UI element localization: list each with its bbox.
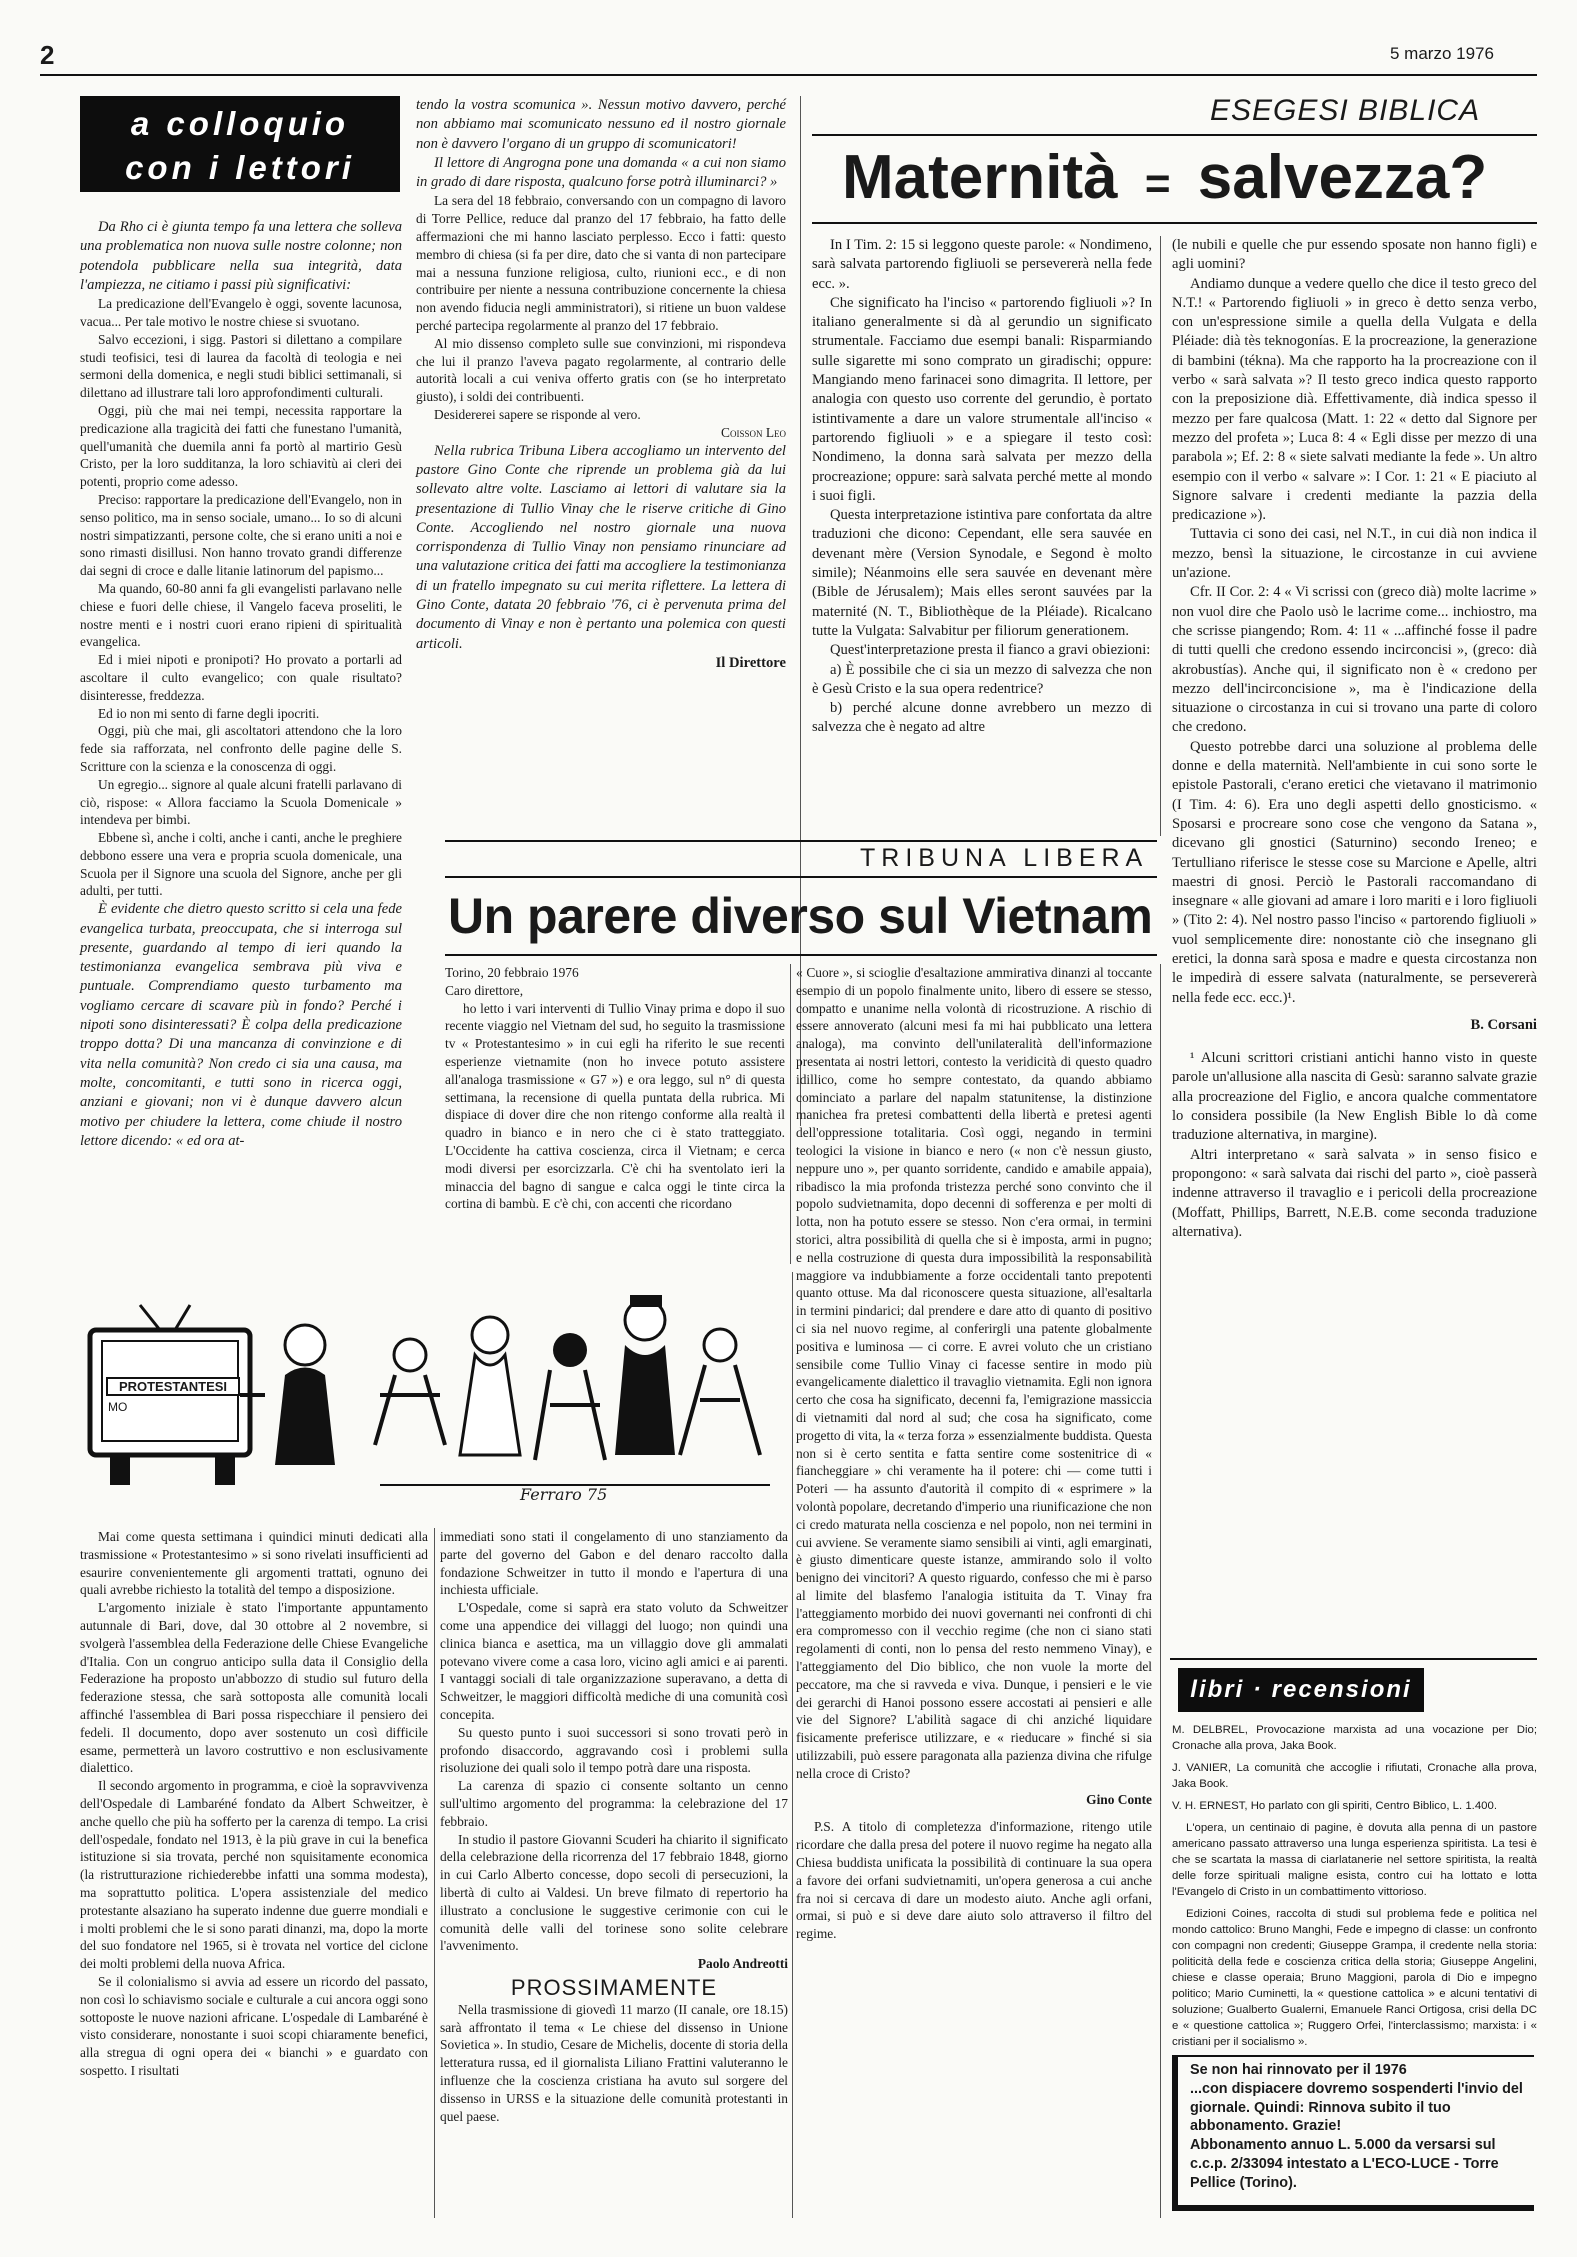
prossimamente-text: Nella trasmissione di giovedì 11 marzo (II canale, ore 18.15) sarà affrontato il tema « Le chiese del dissenso in Unione Sovietica ». In studio, Cesare de Michelis, docente di storia della letteratura russa, ed il giornalista Liliano Frattini valuteranno le influenze che la coscienza cristiana ha avuto sul sorgere del dissenso in URSS e la situazione delle comunità protestanti in quel paese. — [440, 2001, 788, 2124]
cartoon-illustration — [80, 1275, 790, 1515]
libri-top-rule — [1170, 1658, 1537, 1660]
colloquio-title-box — [80, 96, 400, 192]
page-date: 5 marzo 1976 — [1390, 44, 1494, 63]
esegesi-footnote2: Altri interpretano « sarà salvata » in senso fisico e propongono: « sarà salvata dai rischi del parto », cioè passerà indenne attraverso il travaglio e i pericoli della procreazione (Moffatt, Phillips, Barrett, N.E.B. come seconda traduzione alternativa). — [1172, 1146, 1537, 1240]
colloquio-p1: La predicazione dell'Evangelo è oggi, sovente lacunosa, vacua... Per tale motivo le nostre chiese si svuotano. — [80, 296, 402, 329]
tribuna-title: Un parere diverso sul Vietnam — [448, 888, 1153, 944]
colloquio-p6: Ed i miei nipoti e pronipoti? Ho provato a portarli ad ascoltare il culto evangelico; con quale risultato? disinteresse, freddezza. — [80, 652, 402, 703]
colloquio-p4: Preciso: rapportare la predicazione dell'Evangelo, non in senso politico, ma in senso sociale, umano... Io so di alcuni nostri simpatizzanti, persone colte, che si erano uniti a noi e sono rimasti disillusi. Non hanno trovato grandi differenze dai segni di croce e dalle litanie latinorum del papismo... — [80, 491, 402, 579]
libri-header: libri · recensioni — [1178, 1668, 1424, 1712]
abbonamento-line1: Se non hai rinnovato per il 1976 — [1190, 2062, 1407, 2078]
cartoon-author: Ferraro 75 — [520, 1485, 608, 1504]
colloquio-title-line2: con i lettori — [125, 149, 355, 186]
colloquio-c2p6: Nella rubrica Tribuna Libera accogliamo un intervento del pastore Gino Conte che riprende un problema già da lui sollevato altre volte. Lasciamo ai lettori di valutare sia la presentazione di Tullio Vinay che le riserve critiche di Gino Conte. Accogliendo nel nostro giornale una nuova corrispondenza di Tullio Vinay non pensiamo rinunciare ad una valutazione critica dei fatti ma accogliere la testimonianza di un fratello impegnato su cui merita riflettere. La lettera di Gino Conte, datata 20 febbraio '76, ci è pervenuta prima del documento di Vinay e non è pertanto una polemica con questi articoli. — [416, 442, 786, 652]
colloquio-p8: Oggi, più che mai, gli ascoltatori attendono che la loro fede sia rafforzata, nel confronto delle pagine delle S. Scritture con la scienza e la conoscenza di oggi. — [80, 723, 402, 774]
colloquio-p5: Ma quando, 60-80 anni fa gli evangelisti parlavano nelle chiese e fuori delle chiese, il Vangelo faceva proseliti, le nostre menti e i nostri cuori erano ripieni di spiritualità evangelica. — [80, 580, 402, 650]
colloquio-c2p2: Il lettore di Angrogna pone una domanda « a cui non siamo in grado di dare risposta, qualcuno forse potrà illuminarci? » — [416, 154, 786, 191]
tribuna-col1 — [445, 964, 785, 1264]
protestantesimo-col2 — [440, 1528, 788, 2218]
colloquio-p3: Oggi, più che mai nei tempi, necessita rapportare la predicazione alla tragicità dei fatti che funestano l'umanità, quell'umanità che duemila anni fa portò al martirio Gesù Cristo, per la loro sudditanza, la loro schiavitù ai cleri dei potenti, proprio come adesso. — [80, 402, 402, 490]
libri-p2: Edizioni Coines, raccolta di studi sul problema fede e politica nel mondo cattolico: Bruno Manghi, Fede e impegno di classe: un confronto con compagni non credenti; Giuseppe Grampa, il credente nella storia: politicità della fede e coscienza critica della storia; Giuseppe Angelini, chiese e classe operaia; Bruno Maggioni, parola di Dio e impegno politico; Mario Cuminetti, la « questione cattolica » e alcuni tentativi di soluzione; Gualberto Gualerni, Emanuele Ranci Ortigosa, crisi della DC e « questione cattolica »; Ruggero Orfei, l'interclassismo; marxista: i « cristiani per il socialismo ». — [1172, 1908, 1537, 2048]
column-divider — [790, 964, 791, 1264]
colloquio-p11: È evidente che dietro questo scritto si cela una fede evangelica turbata, preoccupata, che si interroga sul presente, guardando al tempo di ieri quando la testimonianza evangelica sembrava più viva e puntuale. Comprendiamo questo turbamento ma vogliamo cercare di scavare più in fondo? Perché i nipoti sono disinteressati? È colpa della predicazione troppo dotta? Di una mancanza di convinzione e di vita nella comunità? Non credo ci sia una causa, ma molte, concomitanti, e tutti sono in ricerca oggi, anziani e giovani; non vi è dunque davvero alcun motivo per chiudere la lettera, come chiude il nostro lettore dicendo: « ed ora at- — [80, 901, 402, 1149]
tribuna-title-rule — [445, 954, 1157, 956]
prossimamente-heading: PROSSIMAMENTE — [510, 1974, 718, 2000]
protestantesimo-signature: Paolo Andreotti — [697, 1956, 788, 1972]
esegesi-footnote1: ¹ Alcuni scrittori cristiani antichi hanno visto in queste parole un'allusione alla nascita di Gesù: saranno salvate grazie alla procreazione del Figlio, e ancora qualche commentatore lo considera possibile (la New English Bible lo dà come traduzione alternativa, in margine). — [1172, 1050, 1537, 1144]
libri-list — [1172, 1722, 1537, 2052]
libri-item: V. H. ERNEST, Ho parlato con gli spiriti, Centro Biblico, L. 1.400. — [1172, 1800, 1497, 1812]
tribuna-salutation: Caro direttore, — [445, 982, 524, 998]
colloquio-p9: Un egregio... signore al quale alcuni fratelli parlavano di ciò, rispose: « Allora facciamo la Scuola Domenicale » intendeva per bimbi. — [80, 776, 402, 828]
libri-item: J. VANIER, La comunità che accoglie i rifiutati, Cronache alla prova, Jaka Book. — [1172, 1762, 1537, 1790]
tribuna-kicker-rule — [445, 876, 1157, 878]
colloquio-title-line1: a colloquio — [130, 105, 350, 142]
protestantesimo-c1p3: Il secondo argomento in programma, e cioè la sopravvivenza dell'Ospedale di Lambaréné fondato da Albert Schweitzer, è anche quello che più ha sofferto per la carenza di tempo. La crisi dell'ospedale, fondato nel 1913, è la più grave in cui la benefica istituzione si sia trovata, perché non squisitamente economica (la ristrutturazione richiederebbe infatti una somma modesta), ma soprattutto politica. L'opera assistenziale del medico protestante alsaziano ha superato indenne due guerre mondiali e i molti problemi che le si sono parati dinanzi, ma, dopo la morte del suo fondatore nel 1965, si è trovata nel vortice del ciclone dei molti problemi della nuova Africa. — [80, 1778, 428, 1972]
column-divider — [1160, 236, 1161, 836]
esegesi-kicker: ESEGESI BIBLICA — [1210, 94, 1481, 127]
esegesi-title-eq: = — [1144, 159, 1171, 208]
esegesi-c1p5: a) È possibile che ci sia un mezzo di salvezza che non è Gesù Cristo e la sua opera redentrice? — [812, 661, 1152, 697]
page-number: 2 — [40, 40, 55, 70]
libri-p1: L'opera, un centinaio di pagine, è dovuta alla penna di un pastore americano passato attraverso una lunga esperienza spiritista. La tesi è che se scartata la massa di ciarlatanerie nel settore spiritista, la realtà delle forze spirituali maligne esista, contro cui ha lottato e lotta l'Evangelo di Cristo in un combattimento vittorioso. — [1172, 1822, 1537, 1898]
esegesi-c2p4: Cfr. II Cor. 2: 4 « Vi scrissi con (greco dià) molte lacrime » non vuol dire che Paolo usò le lacrime come... inchiostro, ma che scrisse piangendo; Rom. 4: 11 « ...affinché fosse il padre di tutti quelli che credono essendo incirconcisi », (greco: dià akrobustías). Anche qui, il significato non è « credono per mezzo dell'incirconcisione », ma è l'indicazione della situazione o circostanza in cui si trovano una parte di coloro che credono. — [1172, 584, 1537, 736]
colloquio-col1 — [80, 218, 402, 1149]
colloquio-signature-direttore: Il Direttore — [715, 654, 786, 671]
esegesi-signature: B. Corsani — [1470, 1016, 1537, 1033]
esegesi-c2p3: Tuttavia ci sono dei casi, nel N.T., in cui dià non indica il mezzo, bensì la situazione, le circostanze in cui avviene un'azione. — [1172, 526, 1537, 582]
colloquio-c2p4: Al mio dissenso completo sulle sue convinzioni, mi rispondeva che lui il pranzo l'aveva pagato regolarmente, al contrario delle autorità locali a cui veniva offerto gratis con (se ho interpretato giusto), i soldi dei contribuenti. — [416, 335, 786, 405]
header-rule — [40, 74, 1537, 76]
protestantesimo-c2p4: La carenza di spazio ci consente soltanto un cenno sull'ultimo argomento del programma: la celebrazione del 17 febbraio. — [440, 1778, 788, 1829]
esegesi-title-rule — [812, 222, 1537, 224]
tribuna-c2: « Cuore », si scioglie d'esaltazione ammirativa dinanzi al toccante esempio di un popolo finalmente unito, libero di essere se stesso, compatto e unanime nella volontà di ricostruzione. A rischio di essere annoverato (alcuni mesi fa mi hai pubblicato una lettera analoga), ma convinto dell'unilateralità dell'informazione presentata ai nostri lettori, contesto la veridicità di questo quadro idillico, come ho sempre contestato, da quando abbiamo cominciato a parlare del napalm statunitense, la distinzione manichea fra pretesi combattenti della libertà e pretesi agenti dell'oppressione totalitaria. Così oggi, negando in termini teologici la visione in bianco e nero (« non c'è nessun giusto, neppure uno », per quanto sorridente, candido e amabile appaia), ribadisco la mia profonda tristezza perché sono convinto che il popolo sudvietnamita, dopo decenni di sofferenza e per molti di lotta, non ha potuto essere se stesso. Non c'era ormai, in termini storici, altra possibilità di quella che si è imposta, armi in pugno; e nella costruzione di questa dura impossibilità la responsabilità maggiore va indubbiamente a forze occidentali tanto prepotenti quanto ottuse. Ma dal riconoscere questa situazione, all'esaltarla in termini pindarici; dal prendere e dare atto di quanto di positivo ci sia nel nuovo regime, al conferirgli una patente globalmente positiva e luminosa — ci corre. E avrei voluto che un cristiano sensibile come Tullio Vinay ci facesse sentire in modo più evangelicamente dialettico il travaglio vietnamita. Egli non ignora certo che cosa ha significato, decenni fa, l'emigrazione massiccia di vietnamiti dal nord al sud; che cosa ha significato, come progetto di vita, la « terza forza » essenzialmente buddista. Questa non si è certo sentita e fatta sentire come sostenitrice di « fiancheggiare » chi veramente ha il potere: chi — come tutti i Poteri — ha assunto d'autorità il compito di « esprimere » la volontà popolare, decretando d'imperio una riunificazione che non ci credo maturata nella coscienza e nel popolo, non nei termini in cui avviene. Se veramente siamo sensibili ai vinti, agli emarginati, è giusto dimenticare queste istanze, ammirando solo il volto benigno dei vincitori? A questo riguardo, confesso che mi è parso al limite del blasfemo l'analogia istituita da T. Vinay fra l'atteggiamento morbido dei nuovi governanti nei confronti di chi era compromesso con il vecchio regime (che non ci siano stati regolamenti di conti, non lo pensa del resto nemmeno Vinay), e l'atteggiamento del Dio biblico, che non vuole la morte del peccatore, ma che si ravveda e viva. Dunque, i pensieri e le vie dei gerarchi di Hanoi possono essere accostati ai pensieri e alle vie del Signore? L'abilità sagace di chi anziché liquidare fisicamente preferisce utilizzare, e « rieducare » finché si sia utilizzabili, può essere paragonata alla pazienza divina che rifulge nella croce di Cristo? — [796, 965, 1152, 1781]
esegesi-c2p2: Andiamo dunque a vedere quello che dice il testo greco del N.T.! « Partorendo figliuoli » in greco è detto senza verbo, con un'espressione simile a quella della Vulgata e della Pléiade: dià tès teknogonías. E la procreazione, la generazione di bambini (tékna). Ma che rapporto ha la procreazione con il verbo « sarà salvata »? Il testo greco indica questo rapporto con la preposizione dià. Effettivamente, dià indica spesso il mezzo per fare qualcosa (Matt. 1: 22 « detto dal Signore per mezzo del profeta »; Luca 8: 4 « Egli disse per mezzo di una parabola »; Ef. 2: 8 « siete salvati mediante la fede ». Un altro esempio con il verbo « salvare »: I Cor. 1: 21 « E piaciuto al Signore salvare i credenti mediante la pazzia della predicazione »). — [1172, 275, 1537, 524]
colloquio-p2: Salvo eccezioni, i sigg. Pastori si dilettano a compilare studi teofisici, tesi di laurea da facoltà di teologia e nei sermoni della domenica, e negli studi biblici settimanali, si dilettano ad illustrare tali loro approfondimenti culturali. — [80, 331, 402, 401]
esegesi-title-b: salvezza? — [1197, 143, 1488, 212]
tribuna-ps: P.S. A titolo di completezza d'informazione, ritengo utile ricordare che dalla presa del potere il nuovo regime ha negato alla Chiesa buddista unificata la possibilità di continuare la sua opera a favore dei orfani sudvietnamiti, un'opera generosa a cui anche fra noi si cercava di dare un modesto aiuto. Anche agli orfani, ormai, si può e si deve dare aiuto solo attraverso il filtro del regime. — [796, 1819, 1152, 1942]
column-divider — [434, 1528, 435, 2218]
colloquio-c2p1: tendo la vostra scomunica ». Nessun motivo davvero, perché non abbiamo mai scomunicato nessuno ed il nostro giornale non è davvero l'organo di un gruppo di scomunicatori! — [416, 97, 786, 152]
protestantesimo-c1p1: Mai come questa settimana i quindici minuti dedicati alla trasmissione « Protestantesimo » si sono rivelati insufficienti ad esaurire convenientemente gli argomenti trattati, ognuno dei quali avrebbe richiesto la totalità del tempo a disposizione. — [80, 1529, 428, 1598]
esegesi-title-a: Maternità — [842, 143, 1118, 212]
esegesi-c2p1: (le nubili e quelle che pur essendo sposate non hanno figli) e agli uomini? — [1172, 237, 1537, 273]
cartoon-sign-text: PROTESTANTESI — [118, 1379, 228, 1394]
esegesi-title — [842, 138, 1532, 224]
esegesi-c2p5: Questo potrebbe darci una soluzione al problema delle donne e della maternità. Nell'ambiente in cui sono sorte le epistole Pastorali, c'erano eretici che vietavano il matrimonio (I Tim. 4: 6). Era uno degli aspetti dello gnosticismo. « Sposarsi e procreare sono cose che vengono da Satana », dicevano gli gnostici (Saturnino) secondo Ireneo; e Tertulliano riferisce le stesse cose su Marcione e Apelle, altri maestri di gnosi. Perciò le Pastorali raccomandano di insegnare « alle giovani ad amare i loro mariti e i loro figliuoli » (Tito 2: 4). Nel nostro passo l'inciso « partorendo figliuoli » vuol semplicemente dire: nonostante ciò che insegnano gli eretici, la donna sarà sposa e madre e questa circostanza non le impedirà di essere salvata (naturalmente, se persevererà nella fede ecc. ecc.)¹. — [1172, 738, 1537, 1006]
column-divider — [792, 1272, 793, 2218]
protestantesimo-c1p4: Se il colonialismo si avvia ad essere un ricordo del passato, non così lo schiavismo sociale e culturale a cui ancora oggi sono sottoposte le nuove nazioni africane. L'ospedale di Lambaréné è visto considerare, nonostante i suoi scopi chiaramente benefici, alla stregua di ogni opera dei « bianchi » e guardato con sospetto. I risultati — [80, 1973, 428, 2078]
protestantesimo-c2p3: Su questo punto i suoi successori si sono trovati però in profondo disaccordo, aggravando così i problemi sulla risoluzione dei quali solo il tempo potrà dare una risposta. — [440, 1724, 788, 1776]
esegesi-c1p1: In I Tim. 2: 15 si leggono queste parole: « Nondimeno, sarà salvata partorendo figliuoli se persevererà nella fede ecc. ». — [812, 237, 1152, 292]
colloquio-signature: Coisson Leo — [721, 424, 786, 440]
libri-item: M. DELBREL, Provocazione marxista ad una vocazione per Dio; Cronache alla prova, Jaka Book. — [1172, 1724, 1537, 1752]
tribuna-date: Torino, 20 febbraio 1976 — [445, 965, 579, 980]
protestantesimo-c2p1: immediati sono stati il congelamento di uno stanziamento da parte del governo del Gabon e del denaro raccolto dalla fondazione Schweitzer in tutto il mondo e l'apertura di una inchiesta ufficiale. — [440, 1529, 788, 1598]
esegesi-c1p2: Che significato ha l'inciso « partorendo figliuoli »? In italiano generalmente si dà al gerundio un significato strumentale. Facciamo due esempi banali: Risparmiando sulle sigarette mi sono comprato un giradischi; oppure: Mangiando meno farinacei sono dimagrita. Il lettore, per analogia con questo uso corrente del gerundio, è portato istintivamente a dare un valore strumentale all'inciso « partorendo figliuoli » e a spiegare il testo così: Nondimeno, la donna sarà salvata per mezzo della procreazione; oppure: sarà salvata perché mette al mondo i suoi figli. — [812, 294, 1152, 504]
tribuna-top-rule — [445, 840, 1157, 842]
tribuna-col2 — [796, 964, 1152, 2224]
esegesi-c1p3: Questa interpretazione istintiva pare confortata da altre traduzioni che dicono: Cependant, elle sera sauvée en devenant mère (Version Synodale, e Segond è molto simile); Néanmoins elle sera sauvée en devenant mère (Bible de Jérusalem); Mais elles seront sauvées par la maternité (N. T., Bibliothèque de la Pléiade). Ricalcano tutte la Vulgata: Salvabitur per filiorum generationem. — [812, 507, 1152, 639]
tribuna-c1: ho letto i vari interventi di Tullio Vinay prima e dopo il suo recente viaggio nel Vietnam del sud, ho seguito la trasmissione tv « Protestantesimo » in cui egli ha riferito le sue recenti esperienze vietnamite (non ho invece potuto assistere all'analoga trasmissione « G7 ») e ora leggo, sul n° di questa settimana, la recensione di quella puntata della rubrica. Mi dispiace di dover dire che non ritengo conforme alla realtà il quadro in bianco e in nero che ci è stato tratteggiato. L'Occidente ha cattiva coscienza, circa il Vietnam; e cerca modi diversi per esorcizzarla. C'è chi ha sventolato ieri la minaccia del bagno di sangue e calca oggi le tinte circa la cortina di bambù. E c'è chi, con accenti che ricordano — [445, 1000, 785, 1212]
colloquio-p7: Ed io non mi sento di farne degli ipocriti. — [98, 705, 320, 721]
colloquio-intro: Da Rho ci è giunta tempo fa una lettera che solleva una problematica non nuova sulle nostre colonne; non potendola pubblicare nella sua integrità, data l'ampiezza, ne citiamo i passi più significativi: — [80, 219, 402, 293]
protestantesimo-c2p5: In studio il pastore Giovanni Scuderi ha chiarito il significato della celebrazione della ricorrenza del 17 febbraio 1848, giorno in cui Carlo Alberto concesse, dopo secoli di persecuzioni, la libertà di culto ai Valdesi. Un breve filmato di repertorio ha illustrato a conclusione le suggestive cerimonie con cui le comunità delle valli del torinese sono solite celebrare l'avvenimento. — [440, 1831, 788, 1954]
esegesi-kicker-rule — [812, 134, 1537, 136]
colloquio-c2p3: La sera del 18 febbraio, conversando con un compagno di lavoro di Torre Pellice, reduce dal pranzo del 17 febbraio, ha fatto delle affermazioni che mi hanno lasciato perplesso. Ecco i fatti: questo membro di chiesa (si fa per dire, dato che si vanta di non partecipare mai a nessuna funzione religiosa, culto, riunioni ecc., e di non contribuire per niente a nessuna contribuzione concernente la chiesa non avendo fiducia negli amministratori), si ritiene un buon valdese perché partecipa regolarmente al pranzo del 17 febbraio. — [416, 193, 786, 334]
esegesi-c1p4: Quest'interpretazione presta il fianco a gravi obiezioni: — [830, 642, 1151, 659]
tribuna-kicker: TRIBUNA LIBERA — [860, 844, 1149, 872]
esegesi-col2 — [1172, 236, 1537, 1666]
abbonamento-box — [1172, 2055, 1534, 2211]
column-divider — [1160, 964, 1161, 2218]
protestantesimo-c1p2: L'argomento iniziale è stato l'importante appuntamento autunnale di Bari, dove, dal 30 ottobre al 2 novembre, si svolgerà l'assemblea della Federazione delle Chiese Evangeliche d'Italia. Con un congruo anticipo sulla data il Consiglio della Federazione ha proposto un'abbozzo di studio sul futuro della federazione stessa, che sarà sottoposta alle comunità locali affinché l'assemblea di Bari possa rispecchiare il pensiero dei fedeli. Il documento, dopo aver sostenuto un così difficile esame, permetterà un lavoro costruttivo e non esclusivamente dialettico. — [80, 1600, 428, 1776]
abbonamento-line3: Abbonamento annuo L. 5.000 da versarsi sul c.c.p. 2/33094 intestato a L'ECO-LUCE - Torre Pellice (Torino). — [1190, 2137, 1499, 2191]
cartoon-sign-sub: MO — [108, 1400, 128, 1414]
esegesi-col1 — [812, 236, 1152, 836]
colloquio-p10: Ebbene sì, anche i colti, anche i canti, anche le preghiere debbono essere una vera e propria scuola domenicale, una Scuola per il Signore una scuola del Signore, anche per gli adulti, per tutti. — [80, 830, 402, 899]
colloquio-c2p5: Desidererei sapere se risponde al vero. — [434, 407, 641, 423]
tribuna-signature: Gino Conte — [1086, 1791, 1152, 1807]
cartoon-sign — [106, 1377, 240, 1396]
esegesi-c1p6: b) perché alcune donne avrebbero un mezzo di salvezza che è negato ad altre — [812, 700, 1152, 736]
protestantesimo-c2p2: L'Ospedale, come si saprà era stato voluto da Schweitzer come una appendice dei villaggi del luogo; non quindi una clinica bianca e asettica, ma un villaggio dove gli ammalati potevano vivere come a casa loro, vicino agli amici e ai parenti. I vantaggi sociali di tale organizzazione superavano, a detta di Schweitzer, le maggiori difficoltà mediche di una comunità così concepita. — [440, 1600, 788, 1722]
abbonamento-line2: ...con dispiacere dovremo sospenderti l'invio del giornale. Quindi: Rinnova subito il tuo abbonamento. Grazie! — [1190, 2080, 1523, 2135]
protestantesimo-col1 — [80, 1528, 428, 2218]
